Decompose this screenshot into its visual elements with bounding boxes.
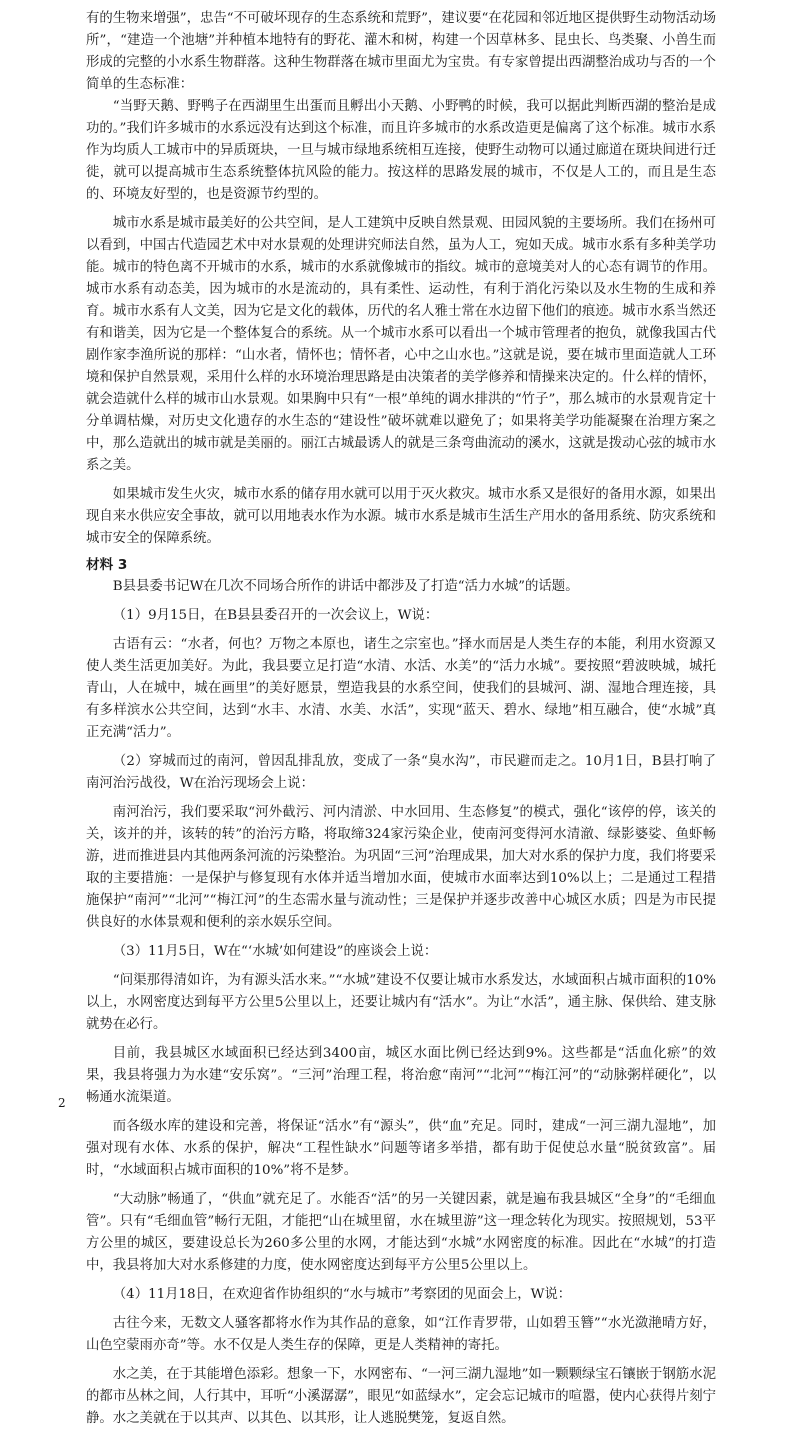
document-page (86, 8, 716, 1430)
speech-lead: （3）11月5日，W在“‘水城’如何建设”的座谈会上说： (112, 944, 438, 959)
section-heading: 材料 3 (86, 557, 128, 573)
paragraph: 古语有云：“水者，何也？万物之本原也，诸生之宗室也。”择水而居是人类生存的本能，利用水资源又使人类生活更加美好。为此，我县要立足打造“水清、水活、水美”的“活力水城”。要按照“碧波映城，城托青山，人在城中，城在画里”的美好愿景，塑造我县的水系空间，使我们的县城河、湖、湿地合理连接，具有多样滨水公共空间，达到“水丰、水清、水美、水活”，实现“蓝天、碧水、绿地”相互融合，使“水城”真正充满“活力”。 (86, 637, 716, 740)
speech-lead: （1）9月15日，在B县县委召开的一次会议上，W说： (112, 608, 439, 623)
paragraph: 城市水系是城市最美好的公共空间，是人工建筑中反映自然景观、田园风貌的主要场所。我们在扬州可以看到，中国古代造园艺术中对水景观的处理讲究师法自然，虽为人工，宛如天成。城市水系有多种美学功能。城市的特色离不开城市的水系，城市的水系就像城市的指纹。城市的意境美对人的心态有调节的作用。城市水系有动态美，因为城市的水是流动的，具有柔性、运动性，有利于消化污染以及水生物的生成和养育。城市水系有人文美，因为它是文化的载体，历代的名人雅士常在水边留下他们的痕迹。城市水系当然还有和谐美，因为它是一个整体复合的系统。从一个城市水系可以看出一个城市管理者的抱负，就像我国古代剧作家李渔所说的那样：“山水者，情怀也；情怀者，心中之山水也。”这就是说，要在城市里面造就人工环境和保护自然景观，采用什么样的水环境治理思路是由决策者的美学修养和情操来决定的。什么样的情怀，就会造就什么样的城市山水景观。如果胸中只有“一根”单纯的调水排洪的“竹子”，那么城市的水景观肯定十分单调枯燥，对历史文化遗存的水生态的“建设性”破坏就难以避免了；如果将美学功能凝聚在治理方案之中，那么造就出的城市就是美丽的。丽江古城最诱人的就是三条弯曲流动的溪水，这就是拨动心弦的城市水系之美。 (86, 216, 716, 473)
paragraph: B县县委书记W在几次不同场合所作的讲话中都涉及了打造“活力水城”的话题。 (112, 579, 579, 594)
paragraph: “当野天鹅、野鸭子在西湖里生出蛋而且孵出小天鹅、小野鸭的时候，我可以据此判断西湖的整治是成功的。”我们许多城市的水系远没有达到这个标准，而且许多城市的水系改造更是偏离了这个标准。城市水系作为均质人工城市中的异质斑块，一旦与城市绿地系统相互连接，使野生动物可以通过廊道在斑块间进行迁徙，就可以提高城市生态系统整体抗风险的能力。按这样的思路发展的城市，不仅是人工的，而且是生态的、环境友好型的，也是资源节约型的。 (86, 99, 716, 202)
speech-lead: （4）11月18日，在欢迎省作协组织的“水与城市”考察团的见面会上，W说： (112, 1287, 572, 1302)
paragraph: 水之美，在于其能增色添彩。想象一下，水网密布、“一河三湖九湿地”如一颗颗绿宝石镶嵌于钢筋水泥的都市丛林之间，人行其中，耳听“小溪潺潺”，眼见“如蓝绿水”，定会忘记城市的喧嚣，使内心获得片刻宁静。水之美就在于以其声、以其色、以其形，让人逃脱樊笼，复返自然。 (86, 1367, 716, 1426)
paragraph: 而各级水库的建设和完善，将保证“活水”有“源头”，供“血”充足。同时，建成“一河三湖九湿地”，加强对现有水体、水系的保护，解决“工程性缺水”问题等诸多举措，都有助于促使总水量“脱贫致富”。届时，“水域面积占城市面积的10%”将不是梦。 (86, 1119, 716, 1178)
paragraph: “问渠那得清如许，为有源头活水来。”“水城”建设不仅要让城市水系发达，水域面积占城市面积的10%以上，水网密度达到每平方公里5公里以上，还要让城内有“活水”。为让“水活”，通主脉、保供给、建支脉就势在必行。 (86, 973, 716, 1032)
page-number: 2 (58, 1096, 66, 1110)
paragraph: 如果城市发生火灾，城市水系的储存用水就可以用于灭火救灾。城市水系又是很好的备用水源，如果出现自来水供应安全事故，就可以用地表水作为水源。城市水系是城市生活生产用水的备用系统、防灾系统和城市安全的保障系统。 (86, 487, 716, 546)
paragraph: 古往今来，无数文人骚客都将水作为其作品的意象，如“江作青罗带，山如碧玉簪”“水光潋滟晴方好，山色空蒙雨亦奇”等。水不仅是人类生存的保障，更是人类精神的寄托。 (86, 1316, 716, 1353)
paragraph: 南河治污，我们要采取“河外截污、河内清淤、中水回用、生态修复”的模式，强化“该停的停，该关的关，该并的并，该转的转”的治污方略，将取缔324家污染企业，使南河变得河水清澈、绿影婆娑、鱼虾畅游，进而推进县内其他两条河流的污染整治。为巩固“三河”治理成果，加大对水系的保护力度，我们将要采取的主要措施：一是保护与修复现有水体并适当增加水面，使城市水面率达到10%以上；二是通过工程措施保护“南河”“北河”“梅江河”的生态需水量与流动性；三是保护并逐步改善中心城区水质；四是为市民提供良好的水体景观和便利的亲水娱乐空间。 (86, 805, 716, 930)
paragraph: 目前，我县城区水域面积已经达到3400亩，城区水面比例已经达到9%。这些都是“活血化瘀”的效果，我县将强力为水建“安乐窝”。“三河”治理工程，将治愈“南河”“北河”“梅江河”的“动脉粥样硬化”，以畅通水流渠道。 (86, 1046, 716, 1105)
paragraph: “大动脉”畅通了，“供血”就充足了。水能否“活”的另一关键因素，就是遍布我县城区“全身”的“毛细血管”。只有“毛细血管”畅行无阻，才能把“山在城里留，水在城里游”这一理念转化为现实。按照规划，53平方公里的城区，要建设总长为260多公里的水网，才能达到“水城”水网密度的标准。因此在“水城”的打造中，我县将加大对水系修建的力度，使水网密度达到每平方公里5公里以上。 (86, 1192, 716, 1273)
speech-lead: （2）穿城而过的南河，曾因乱排乱放，变成了一条“臭水沟”，市民避而走之。10月1日，B县打响了南河治污战役，W在治污现场会上说： (86, 754, 716, 791)
paragraph: 有的生物来增强”，忠告“不可破坏现存的生态系统和荒野”，建议要“在花园和邻近地区提供野生动物活动场所”，“建造一个池塘”并种植本地特有的野花、灌木和树，构建一个因草林多、昆虫长、鸟类聚、小兽生而形成的完整的小水系生物群落。这种生物群落在城市里面尤为宝贵。有专家曾提出西湖整治成功与否的一个简单的生态标准： (86, 11, 716, 92)
